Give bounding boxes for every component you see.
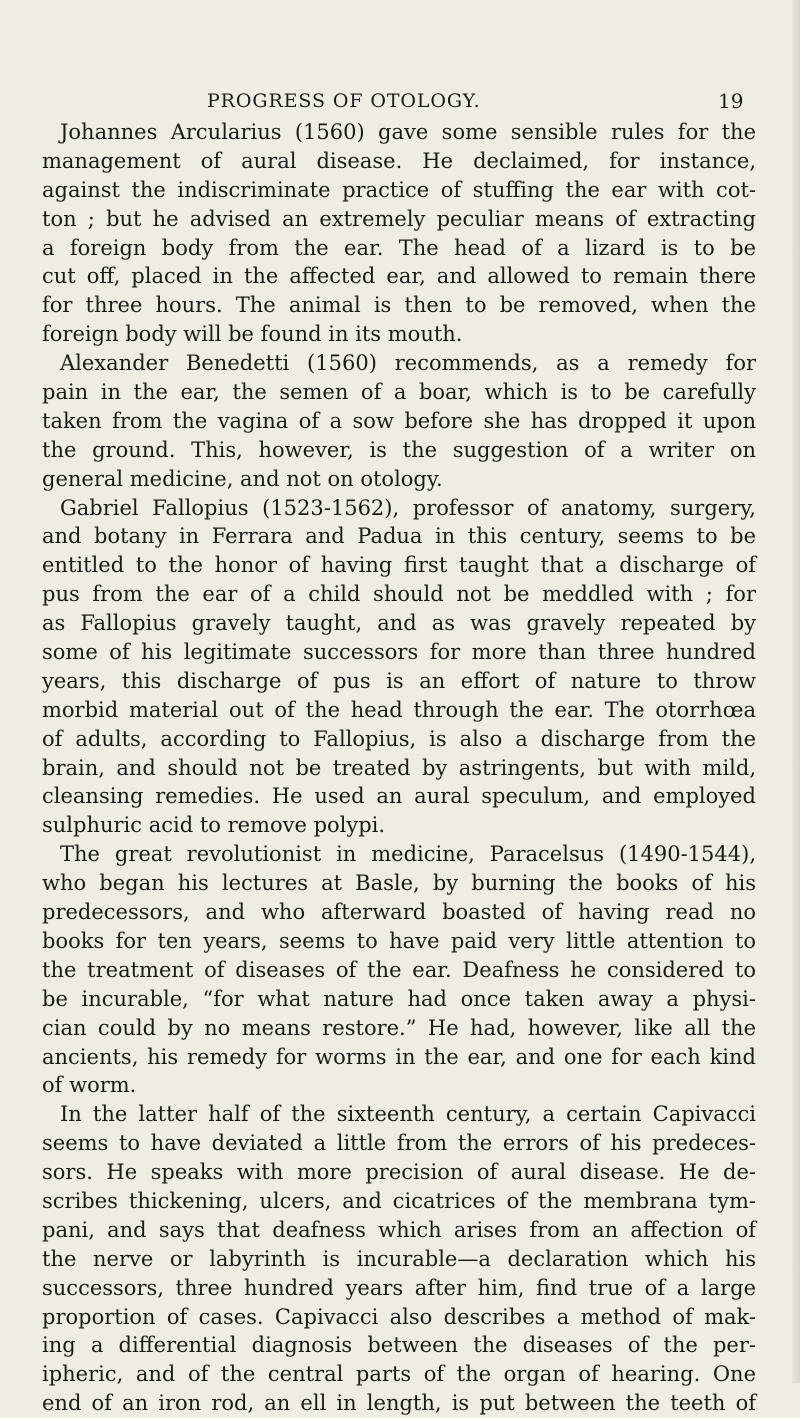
text-line: some of his legitimate successors for more than three hundred	[42, 640, 756, 665]
text-line: seems to have deviated a little from the errors of his predeces-	[42, 1131, 756, 1156]
text-line: general medicine, and not on otology.	[42, 466, 443, 491]
text-line: morbid material out of the head through the ear. The otorrhœa	[42, 697, 756, 722]
text-line: pus from the ear of a child should not be meddled with ; for	[42, 582, 756, 607]
text-line: the treatment of diseases of the ear. Deafness he considered to	[42, 957, 756, 982]
text-line: years, this discharge of pus is an effort of nature to throw	[42, 668, 756, 693]
text-line: of worm.	[42, 1073, 137, 1098]
page-number: 19	[718, 89, 744, 113]
text-line: against the indiscriminate practice of stuffing the ear with cot-	[42, 177, 756, 202]
paragraph-first-line: Gabriel Fallopius (1523-1562), professor of anatomy, surgery,	[60, 495, 756, 520]
body-text	[42, 118, 756, 1418]
text-line: scribes thickening, ulcers, and cicatrices of the membrana tym-	[42, 1188, 756, 1213]
text-line: successors, three hundred years after him, find true of a large	[42, 1275, 756, 1300]
text-line: proportion of cases. Capivacci also describes a method of mak-	[42, 1304, 756, 1329]
text-line: sulphuric acid to remove polypi.	[42, 813, 386, 838]
text-line: predecessors, and who afterward boasted of having read no	[42, 900, 756, 925]
text-line: sors. He speaks with more precision of aural disease. He de-	[42, 1160, 756, 1185]
text-line: ing a differential diagnosis between the diseases of the per-	[42, 1333, 756, 1358]
text-line: ton ; but he advised an extremely peculiar means of extracting	[42, 206, 756, 231]
text-line: books for ten years, seems to have paid very little attention to	[42, 928, 756, 953]
text-line: brain, and should not be treated by astringents, but with mild,	[42, 755, 756, 780]
paragraph-first-line: The great revolutionist in medicine, Paracelsus (1490-1544),	[60, 842, 756, 867]
text-line: taken from the vagina of a sow before she has dropped it upon	[42, 408, 756, 433]
text-line: for three hours. The animal is then to be removed, when the	[42, 293, 756, 318]
paragraph-first-line: In the latter half of the sixteenth century, a certain Capivacci	[60, 1102, 756, 1127]
text-line: cut off, placed in the affected ear, and allowed to remain there	[42, 264, 756, 289]
text-line: pain in the ear, the semen of a boar, which is to be carefully	[42, 380, 756, 405]
running-head	[0, 86, 800, 116]
text-line: ancients, his remedy for worms in the ear, and one for each kind	[42, 1044, 756, 1069]
text-line: management of aural disease. He declaimed, for instance,	[42, 148, 756, 173]
text-line: pani, and says that deafness which arises from an affection of	[42, 1217, 756, 1242]
text-line: the ground. This, however, is the suggestion of a writer on	[42, 437, 756, 462]
text-line: a foreign body from the ear. The head of a lizard is to be	[42, 235, 756, 260]
text-line: end of an iron rod, an ell in length, is put between the teeth of	[42, 1391, 756, 1416]
text-line: who began his lectures at Basle, by burning the books of his	[42, 871, 756, 896]
text-line: the nerve or labyrinth is incurable—a declaration which his	[42, 1246, 756, 1271]
text-line: be incurable, “for what nature had once taken away a physi-	[42, 986, 756, 1011]
page-edge	[792, 0, 800, 1383]
paragraph-first-line: Johannes Arcularius (1560) gave some sensible rules for the	[60, 120, 756, 144]
text-line: of adults, according to Fallopius, is also a discharge from the	[42, 726, 756, 751]
text-line: ipheric, and of the central parts of the organ of hearing. One	[42, 1362, 756, 1387]
text-line: entitled to the honor of having first taught that a discharge of	[42, 553, 756, 578]
text-line: foreign body will be found in its mouth.	[42, 322, 463, 347]
text-line: and botany in Ferrara and Padua in this century, seems to be	[42, 524, 756, 549]
text-line: cian could by no means restore.” He had, however, like all the	[42, 1015, 756, 1040]
text-line: as Fallopius gravely taught, and as was gravely repeated by	[42, 611, 756, 636]
running-title: PROGRESS OF OTOLOGY.	[207, 90, 481, 112]
text-line: cleansing remedies. He used an aural speculum, and employed	[42, 784, 756, 809]
paragraph-first-line: Alexander Benedetti (1560) recommends, as a remedy for	[60, 351, 756, 376]
